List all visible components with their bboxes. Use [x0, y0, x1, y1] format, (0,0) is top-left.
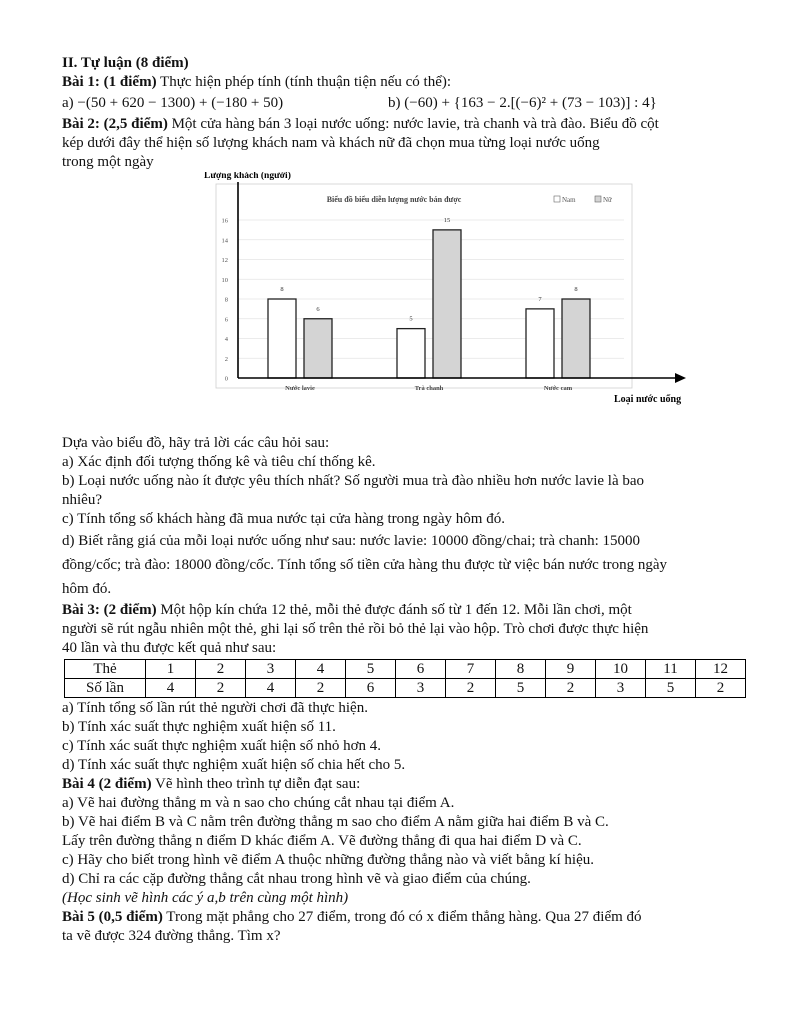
- bai4-question-c: c) Hãy cho biết trong hình vẽ điểm A thuộc những đường thẳng nào và viết bằng kí hiệu.: [62, 852, 595, 868]
- bai2-question-d-line2: đồng/cốc; trà đào: 18000 đồng/cốc. Tính tổng số tiền cửa hàng thu được từ việc bán nước trong ngày: [62, 557, 668, 573]
- table-cell: 5: [496, 679, 546, 698]
- bai3-question-d: d) Tính xác suất thực nghiệm xuất hiện số chia hết cho 5.: [62, 757, 406, 773]
- y-tick-label: 12: [221, 257, 228, 264]
- table-cell: 3: [246, 660, 296, 679]
- bai2-question-d-line1: d) Biết rằng giá của mỗi loại nước uống như sau: nước lavie: 10000 đồng/chai; trà chanh: 15000: [62, 533, 641, 549]
- bar-data-label: 5: [409, 315, 413, 323]
- x-tick-label: Trà chanh: [414, 385, 444, 392]
- legend-swatch-nam: [554, 196, 560, 202]
- bai1-prompt: [62, 73, 762, 92]
- bai1-prompt-text: Thực hiện phép tính (tính thuận tiện nếu có thể):: [156, 74, 452, 90]
- bai2-intro-text: Một cửa hàng bán 3 loại nước uống: nước lavie, trà chanh và trà đào. Biểu đồ cột: [167, 116, 659, 132]
- chart-xlabel: Loại nước uống: [614, 394, 682, 405]
- bai3-intro-line1: [62, 601, 762, 620]
- table-cell: 2: [446, 679, 496, 698]
- bar-data-label: 15: [443, 216, 451, 224]
- y-tick-label: 0: [224, 375, 228, 383]
- bai5-line1: [62, 908, 762, 927]
- exam-page: [62, 54, 762, 946]
- table-cell: 2: [696, 679, 746, 698]
- bai3-question-b: b) Tính xác suất thực nghiệm xuất hiện số 11.: [62, 719, 336, 735]
- bai5-label: Bài 5 (0,5 điểm): [62, 909, 163, 925]
- table-cell: 6: [346, 679, 396, 698]
- bai2-question-c: c) Tính tổng số khách hàng đã mua nước tại cửa hàng trong ngày hôm đó.: [62, 511, 505, 527]
- bai3-question-a: a) Tính tổng số lần rút thẻ người chơi đã thực hiện.: [62, 700, 368, 716]
- bai2-question-b-line1: b) Loại nước uống nào ít được yêu thích nhất? Số người mua trà đào nhiều hơn nước lavie là bao: [62, 473, 645, 489]
- table-cell: 9: [546, 660, 596, 679]
- chart-ylabel: Lượng khách (người): [204, 172, 291, 181]
- table-cell: 3: [596, 679, 646, 698]
- table-cell: 7: [446, 660, 496, 679]
- bar-data-label: 8: [574, 286, 578, 293]
- bai4-question-b-line2: Lấy trên đường thẳng n điểm D khác điểm A. Vẽ đường thẳng đi qua hai điểm D và C.: [62, 833, 582, 849]
- bar-nữ-1: [433, 230, 461, 378]
- bai1-expression-b: b) (−60) + {163 − 2.[(−6)² + (73 − 103)] : 4}: [388, 95, 657, 111]
- section-title: II. Tự luận (8 điểm): [62, 55, 189, 71]
- bai4-prompt: [62, 775, 762, 794]
- table-cell: 5: [646, 679, 696, 698]
- bar-data-label: 8: [280, 286, 284, 293]
- bar-data-label: 7: [538, 295, 542, 303]
- table-cell: 2: [196, 679, 246, 698]
- table-header-counts: Số lần: [65, 679, 146, 698]
- table-cell: 11: [646, 660, 696, 679]
- frequency-table: [64, 659, 746, 698]
- bai2-question-a: a) Xác định đối tượng thống kê và tiêu chí thống kê.: [62, 454, 376, 470]
- table-cell: 4: [296, 660, 346, 679]
- bai2-intro-line3: trong một ngày: [62, 154, 154, 170]
- bai3-label: Bài 3: (2 điểm): [62, 602, 157, 618]
- bai4-question-a: a) Vẽ hai đường thẳng m và n sao cho chúng cắt nhau tại điểm A.: [62, 795, 455, 811]
- bai2-question-b-line2: nhiêu?: [62, 492, 102, 508]
- bar-nữ-2: [562, 299, 590, 378]
- bai3-intro-text: Một hộp kín chứa 12 thẻ, mỗi thẻ được đánh số từ 1 đến 12. Mỗi lần chơi, một: [156, 602, 632, 618]
- bai1-label: Bài 1: (1 điểm): [62, 74, 157, 90]
- bai3-question-c: c) Tính xác suất thực nghiệm xuất hiện số nhỏ hơn 4.: [62, 738, 382, 754]
- y-tick-label: 4: [224, 336, 228, 343]
- table-cell: 12: [696, 660, 746, 679]
- table-cell: 3: [396, 679, 446, 698]
- table-cell: 1: [146, 660, 196, 679]
- bai4-label: Bài 4 (2 điểm): [62, 776, 152, 792]
- table-row-counts: [65, 679, 746, 698]
- bai4-note: (Học sinh vẽ hình các ý a,b trên cùng một hình): [62, 890, 349, 906]
- bai1-expression-a: a) −(50 + 620 − 1300) + (−180 + 50): [62, 95, 284, 111]
- table-cell: 8: [496, 660, 546, 679]
- table-cell: 2: [296, 679, 346, 698]
- bar-data-label: 6: [316, 305, 320, 313]
- bai1-expressions: [62, 94, 762, 113]
- bar-nam-2: [526, 309, 554, 378]
- bar-nam-1: [397, 329, 425, 378]
- chart-container: [62, 172, 762, 434]
- table-cell: 2: [546, 679, 596, 698]
- bar-nam-0: [268, 299, 296, 378]
- bai2-question-d-line3: hôm đó.: [62, 581, 112, 597]
- y-tick-label: 6: [224, 316, 228, 324]
- bai2-label: Bài 2: (2,5 điểm): [62, 116, 168, 132]
- x-tick-label: Nước lavie: [285, 385, 315, 392]
- table-cell: 4: [146, 679, 196, 698]
- table-cell: 4: [246, 679, 296, 698]
- bai2-intro-line2: kép dưới đây thể hiện số lượng khách nam và khách nữ đã chọn mua từng loại nước uống: [62, 135, 600, 151]
- table-cell: 5: [346, 660, 396, 679]
- y-tick-label: 2: [224, 355, 228, 363]
- table-row-cards: [65, 660, 746, 679]
- y-tick-label: 8: [224, 296, 228, 304]
- y-tick-label: 16: [221, 217, 228, 225]
- bai2-after-chart: Dựa vào biểu đồ, hãy trả lời các câu hỏi sau:: [62, 435, 330, 451]
- table-cell: 6: [396, 660, 446, 679]
- bai4-prompt-text: Vẽ hình theo trình tự diễn đạt sau:: [151, 776, 361, 792]
- x-tick-label: Nước cam: [543, 385, 573, 392]
- legend-label-nu: Nữ: [603, 196, 612, 204]
- bar-chart: [62, 172, 762, 434]
- bar-nữ-0: [304, 319, 332, 378]
- chart-title: Biểu đồ biểu diễn lượng nước bán được: [326, 195, 462, 204]
- bai3-intro-line2: người sẽ rút ngẫu nhiên một thẻ, ghi lại số trên thẻ rồi bỏ thẻ lại vào hộp. Trò chơi được thực hiện: [62, 621, 649, 637]
- table-cell: 10: [596, 660, 646, 679]
- bai3-intro-line3: 40 lần và thu được kết quả như sau:: [62, 640, 277, 656]
- y-tick-label: 14: [221, 237, 228, 245]
- bai5-line2: ta vẽ được 324 đường thẳng. Tìm x?: [62, 928, 281, 944]
- legend-label-nam: Nam: [562, 196, 576, 204]
- bai4-question-d: d) Chỉ ra các cặp đường thẳng cắt nhau trong hình vẽ và giao điểm của chúng.: [62, 871, 531, 887]
- legend-swatch-nu: [595, 196, 601, 202]
- bai4-question-b-line1: b) Vẽ hai điểm B và C nằm trên đường thẳng m sao cho điểm A nằm giữa hai điểm B và C.: [62, 814, 609, 830]
- bai5-text: Trong mặt phẳng cho 27 điểm, trong đó có x điểm thẳng hàng. Qua 27 điểm đó: [162, 909, 642, 925]
- table-header-cards: Thẻ: [65, 660, 146, 679]
- x-axis-arrow: [675, 373, 686, 383]
- y-tick-label: 10: [221, 276, 228, 284]
- table-cell: 2: [196, 660, 246, 679]
- bai2-intro-line1: [62, 115, 762, 134]
